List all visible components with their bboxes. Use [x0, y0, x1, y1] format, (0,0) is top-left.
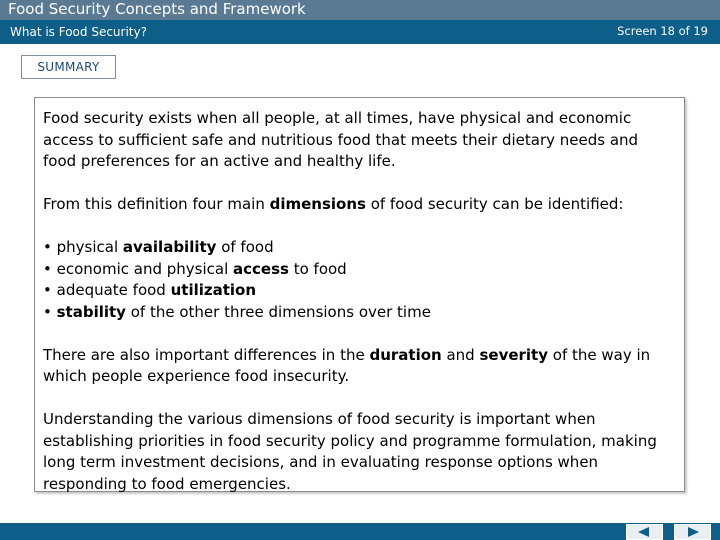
- content-panel: [34, 97, 685, 492]
- dimensions-list: [43, 237, 675, 323]
- course-title: Food Security Concepts and Framework: [8, 0, 306, 18]
- content-text: [43, 108, 675, 517]
- triangle-right-icon: [675, 525, 710, 539]
- summary-tab[interactable]: SUMMARY: [21, 55, 116, 79]
- list-item: [43, 259, 675, 281]
- list-item: [43, 237, 675, 259]
- text-segment: There are also important differences in the: [43, 345, 370, 364]
- bullet-glyph: •: [43, 238, 57, 256]
- access-keyword: access: [233, 259, 289, 278]
- bullet-glyph: •: [43, 259, 57, 278]
- text-segment: economic and physical: [56, 259, 234, 278]
- bullet-glyph: •: [43, 302, 57, 321]
- text-segment: From this definition four main: [43, 195, 270, 213]
- text-segment: of the other three dimensions over time: [125, 302, 431, 321]
- list-item: [43, 302, 675, 324]
- understanding-paragraph: Understanding the various dimensions of food security is important when establishing priorities in food security policy and programme formulation, making long term investment decisions, and in evaluating response options when responding to food emergencies.: [43, 410, 657, 493]
- differences-paragraph: [43, 345, 675, 388]
- text-segment: and: [441, 345, 480, 364]
- dimensions-intro-paragraph: [43, 194, 675, 216]
- next-screen-button[interactable]: [674, 524, 711, 540]
- text-segment: adequate food: [56, 281, 171, 299]
- text-segment: of food security can be identified:: [365, 195, 624, 213]
- text-segment: physical: [56, 238, 123, 256]
- dimensions-keyword: dimensions: [269, 195, 366, 213]
- bullet-glyph: •: [43, 281, 57, 299]
- stability-keyword: stability: [56, 302, 126, 321]
- screen-counter: Screen 18 of 19: [617, 24, 708, 38]
- text-segment: of food: [216, 238, 274, 256]
- bottom-bar: [0, 523, 720, 540]
- list-item: [43, 280, 675, 302]
- utilization-keyword: utilization: [170, 281, 257, 299]
- title-bar: [0, 0, 720, 20]
- triangle-left-icon: [627, 525, 662, 539]
- text-segment: of the way in which people experience food insecurity.: [43, 345, 651, 385]
- definition-paragraph: Food security exists when all people, at all times, have physical and economic access to sufficient safe and nutritious food that meets their dietary needs and food preferences for an active and healthy life.: [43, 109, 639, 170]
- duration-keyword: duration: [369, 345, 442, 364]
- text-segment: to food: [288, 259, 347, 278]
- lesson-title: What is Food Security?: [10, 25, 147, 39]
- lesson-header: [0, 20, 720, 44]
- previous-screen-button[interactable]: [626, 524, 663, 540]
- severity-keyword: severity: [479, 345, 549, 364]
- availability-keyword: availability: [122, 238, 217, 256]
